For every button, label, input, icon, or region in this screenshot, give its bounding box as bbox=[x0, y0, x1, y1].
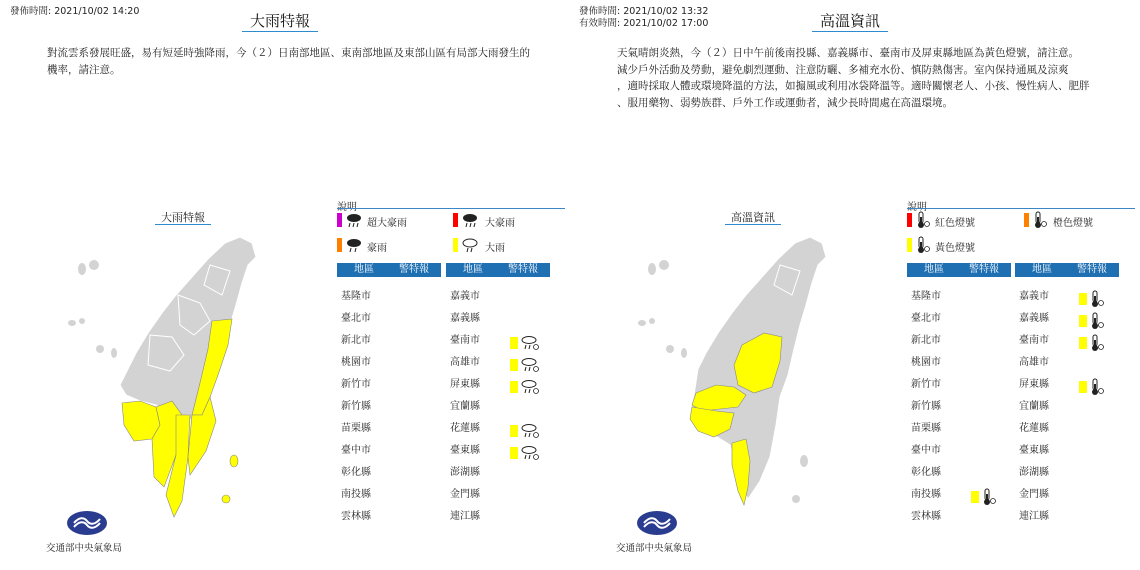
region-name: 雲林縣 bbox=[341, 511, 371, 522]
map-island bbox=[648, 263, 656, 275]
legend-heading bbox=[337, 198, 357, 213]
region-list-1 bbox=[911, 286, 1011, 528]
region-name: 新北市 bbox=[341, 335, 371, 346]
table-row bbox=[1019, 462, 1119, 484]
region-name: 花蓮縣 bbox=[1019, 423, 1049, 434]
table-header bbox=[1015, 263, 1119, 277]
title-underline bbox=[812, 31, 888, 32]
table-row bbox=[1019, 396, 1119, 418]
table-row bbox=[341, 506, 441, 528]
yellow-warning-swatch bbox=[1079, 381, 1087, 393]
heavy-rain-icon bbox=[520, 357, 540, 373]
map-island bbox=[89, 260, 99, 270]
table-row bbox=[450, 308, 550, 330]
table-row bbox=[911, 374, 1011, 396]
region-name: 連江縣 bbox=[450, 511, 480, 522]
legend-swatch-heavy bbox=[453, 238, 458, 252]
table-row bbox=[341, 286, 441, 308]
table-row bbox=[1019, 506, 1119, 528]
table-row bbox=[911, 506, 1011, 528]
region-name: 南投縣 bbox=[341, 489, 371, 500]
legend-label: 豪雨 bbox=[367, 243, 387, 254]
region-name: 基隆市 bbox=[911, 291, 941, 302]
table-row bbox=[1019, 308, 1119, 330]
region-name: 彰化縣 bbox=[911, 467, 941, 478]
valid-time: 有效時間: 2021/10/02 17:00 bbox=[579, 18, 709, 29]
table-row bbox=[341, 484, 441, 506]
header-region: 地區 bbox=[1032, 264, 1052, 275]
legend-label: 黃色燈號 bbox=[935, 243, 975, 254]
warning-text-line: 機率，請注意。 bbox=[47, 63, 121, 76]
region-name: 嘉義縣 bbox=[450, 313, 480, 324]
header-warning: 警特報 bbox=[1077, 264, 1107, 275]
table-row bbox=[911, 286, 1011, 308]
map-title: 高溫資訊 bbox=[731, 211, 775, 224]
map-title: 大雨特報 bbox=[161, 211, 205, 224]
advisory-text-line: ，適時採取人體或環境降溫的方法，如搧風或利用冰袋降溫等。適時關懷老人、小孩、慢性病人、肥胖 bbox=[617, 80, 1090, 92]
map-island bbox=[666, 345, 674, 353]
legend-swatch-orange bbox=[1024, 213, 1029, 227]
yellow-warning-swatch bbox=[1079, 337, 1087, 349]
table-row bbox=[341, 374, 441, 396]
yellow-warning-swatch bbox=[510, 359, 518, 371]
header-region: 地區 bbox=[463, 264, 483, 275]
header-region: 地區 bbox=[354, 264, 374, 275]
table-row bbox=[341, 330, 441, 352]
table-row bbox=[341, 352, 441, 374]
agency-name: 交通部中央氣象局 bbox=[616, 543, 693, 554]
thermometer-icon bbox=[981, 488, 997, 506]
table-row bbox=[341, 418, 441, 440]
region-name: 苗栗縣 bbox=[341, 423, 371, 434]
map-island bbox=[79, 318, 85, 324]
table-row bbox=[450, 330, 550, 352]
thermometer-icon bbox=[1089, 378, 1105, 396]
legend-swatch-extreme bbox=[337, 213, 342, 227]
agency-name: 交通部中央氣象局 bbox=[46, 543, 123, 554]
yellow-warning-swatch bbox=[510, 447, 518, 459]
legend-swatch-torrential bbox=[453, 213, 458, 227]
cwb-logo-icon bbox=[66, 510, 108, 536]
region-name: 臺中市 bbox=[911, 445, 941, 456]
map-island-green bbox=[230, 455, 238, 467]
map-island bbox=[681, 348, 687, 358]
thermometer-icon bbox=[1089, 312, 1105, 330]
advisory-text-line: 天氣晴朗炎熱，今（２）日中午前後南投縣、嘉義縣市、臺南市及屏東縣地區為黃色燈號，請注意。 bbox=[617, 47, 1079, 59]
table-row bbox=[341, 396, 441, 418]
map-island-orchid bbox=[222, 495, 230, 503]
region-name: 高雄市 bbox=[450, 357, 480, 368]
region-name: 彰化縣 bbox=[341, 467, 371, 478]
thermometer-icon bbox=[1089, 290, 1105, 308]
region-name: 桃園市 bbox=[341, 357, 371, 368]
legend-label: 超大豪雨 bbox=[367, 218, 407, 229]
issue-time: 發佈時間: 2021/10/02 13:32 bbox=[579, 6, 709, 17]
region-name: 新竹縣 bbox=[911, 401, 941, 412]
thermometer-icon bbox=[1032, 211, 1048, 229]
region-name: 屏東縣 bbox=[1019, 379, 1049, 390]
thermometer-icon bbox=[915, 236, 931, 254]
table-row bbox=[450, 374, 550, 396]
legend-label: 紅色燈號 bbox=[935, 218, 975, 229]
table-row bbox=[911, 352, 1011, 374]
region-name: 臺北市 bbox=[911, 313, 941, 324]
region-name: 高雄市 bbox=[1019, 357, 1049, 368]
heavy-rain-icon bbox=[520, 379, 540, 395]
warning-text-line: 對流雲系發展旺盛，易有短延時強降雨，今（２）日南部地區、東南部地區及東部山區有局部大雨發生的 bbox=[47, 47, 530, 59]
heavy-rain-icon bbox=[520, 423, 540, 439]
table-row bbox=[450, 286, 550, 308]
torrential-rain-icon bbox=[461, 212, 479, 228]
yellow-warning-swatch bbox=[1079, 293, 1087, 305]
region-name: 雲林縣 bbox=[911, 511, 941, 522]
thermometer-icon bbox=[915, 211, 931, 229]
advisory-text-line: 、服用藥物、弱勢族群、戶外工作或運動者，減少長時間處在高溫環境。 bbox=[617, 96, 953, 109]
region-name: 新竹縣 bbox=[341, 401, 371, 412]
region-name: 金門縣 bbox=[450, 489, 480, 500]
table-row bbox=[341, 440, 441, 462]
table-row bbox=[1019, 286, 1119, 308]
map-island-orchid bbox=[792, 495, 800, 503]
table-row bbox=[1019, 330, 1119, 352]
legend-label: 橙色燈號 bbox=[1053, 218, 1093, 229]
table-row bbox=[450, 352, 550, 374]
table-header bbox=[446, 263, 550, 277]
yellow-warning-swatch bbox=[1079, 315, 1087, 327]
map-island bbox=[78, 263, 86, 275]
heavy-rain-icon bbox=[520, 445, 540, 461]
title-underline bbox=[242, 31, 318, 32]
table-row bbox=[341, 308, 441, 330]
legend-divider bbox=[907, 208, 1135, 209]
region-name: 宜蘭縣 bbox=[1019, 401, 1049, 412]
region-name: 花蓮縣 bbox=[450, 423, 480, 434]
region-name: 臺東縣 bbox=[450, 445, 480, 456]
region-name: 新北市 bbox=[911, 335, 941, 346]
header-warning: 警特報 bbox=[399, 264, 429, 275]
taiwan-map bbox=[60, 225, 320, 525]
region-name: 宜蘭縣 bbox=[450, 401, 480, 412]
table-row bbox=[911, 440, 1011, 462]
region-name: 桃園市 bbox=[911, 357, 941, 368]
table-row bbox=[341, 462, 441, 484]
region-name: 新竹市 bbox=[341, 379, 371, 390]
map-island bbox=[638, 320, 646, 326]
legend-divider bbox=[337, 208, 565, 209]
warning-text bbox=[47, 45, 567, 78]
legend-swatch-extremely-heavy bbox=[337, 238, 342, 252]
yellow-warning-swatch bbox=[510, 381, 518, 393]
region-name: 臺東縣 bbox=[1019, 445, 1049, 456]
advisory-text bbox=[617, 45, 1137, 111]
region-name: 南投縣 bbox=[911, 489, 941, 500]
issue-time: 發佈時間: 2021/10/02 14:20 bbox=[10, 6, 140, 17]
header-warning: 警特報 bbox=[969, 264, 999, 275]
region-name: 連江縣 bbox=[1019, 511, 1049, 522]
region-list-2 bbox=[1019, 286, 1119, 528]
heavy-rain-icon bbox=[461, 237, 479, 253]
yellow-warning-swatch bbox=[510, 425, 518, 437]
region-name: 苗栗縣 bbox=[911, 423, 941, 434]
table-row bbox=[1019, 484, 1119, 506]
region-list-1 bbox=[341, 286, 441, 528]
region-name: 臺南市 bbox=[450, 335, 480, 346]
advisory-text-line: 減少戶外活動及勞動，避免劇烈運動、注意防曬、多補充水份、慎防熱傷害。室內保持通風及涼爽 bbox=[617, 63, 1069, 76]
region-name: 金門縣 bbox=[1019, 489, 1049, 500]
table-row bbox=[1019, 440, 1119, 462]
map-island-green bbox=[800, 455, 808, 467]
yellow-warning-swatch bbox=[510, 337, 518, 349]
map-island bbox=[649, 318, 655, 324]
table-row bbox=[911, 308, 1011, 330]
table-row bbox=[450, 506, 550, 528]
region-name: 澎湖縣 bbox=[1019, 467, 1049, 478]
map-island bbox=[68, 320, 76, 326]
heavy-rain-icon bbox=[520, 335, 540, 351]
table-header bbox=[337, 263, 441, 277]
table-row bbox=[911, 396, 1011, 418]
taiwan-map bbox=[630, 225, 890, 525]
map-island bbox=[659, 260, 669, 270]
legend-label: 大豪雨 bbox=[485, 218, 515, 229]
table-row bbox=[1019, 374, 1119, 396]
table-row bbox=[450, 484, 550, 506]
region-name: 嘉義市 bbox=[450, 291, 480, 302]
region-list-2 bbox=[450, 286, 550, 528]
region-name: 新竹市 bbox=[911, 379, 941, 390]
table-row bbox=[1019, 418, 1119, 440]
table-row bbox=[450, 462, 550, 484]
table-row bbox=[911, 330, 1011, 352]
header-warning: 警特報 bbox=[508, 264, 538, 275]
map-island bbox=[96, 345, 104, 353]
table-row bbox=[450, 418, 550, 440]
legend-label: 大雨 bbox=[485, 243, 505, 254]
page-title: 大雨特報 bbox=[249, 12, 310, 30]
legend-swatch-red bbox=[907, 213, 912, 227]
table-row bbox=[911, 462, 1011, 484]
region-name: 臺南市 bbox=[1019, 335, 1049, 346]
region-name: 基隆市 bbox=[341, 291, 371, 302]
legend-swatch-yellow bbox=[907, 238, 912, 252]
thermometer-icon bbox=[1089, 334, 1105, 352]
table-row bbox=[911, 484, 1011, 506]
extreme-rain-icon bbox=[345, 212, 363, 228]
region-name: 臺北市 bbox=[341, 313, 371, 324]
map-island bbox=[111, 348, 117, 358]
region-name: 澎湖縣 bbox=[450, 467, 480, 478]
table-row bbox=[1019, 352, 1119, 374]
region-name: 嘉義縣 bbox=[1019, 313, 1049, 324]
extremely-heavy-rain-icon bbox=[345, 237, 363, 253]
region-name: 臺中市 bbox=[341, 445, 371, 456]
table-header bbox=[907, 263, 1011, 277]
page-title: 高溫資訊 bbox=[819, 12, 880, 30]
cwb-logo-icon bbox=[636, 510, 678, 536]
table-row bbox=[911, 418, 1011, 440]
table-row bbox=[450, 396, 550, 418]
yellow-warning-swatch bbox=[971, 491, 979, 503]
header-region: 地區 bbox=[924, 264, 944, 275]
region-name: 屏東縣 bbox=[450, 379, 480, 390]
table-row bbox=[450, 440, 550, 462]
region-name: 嘉義市 bbox=[1019, 291, 1049, 302]
